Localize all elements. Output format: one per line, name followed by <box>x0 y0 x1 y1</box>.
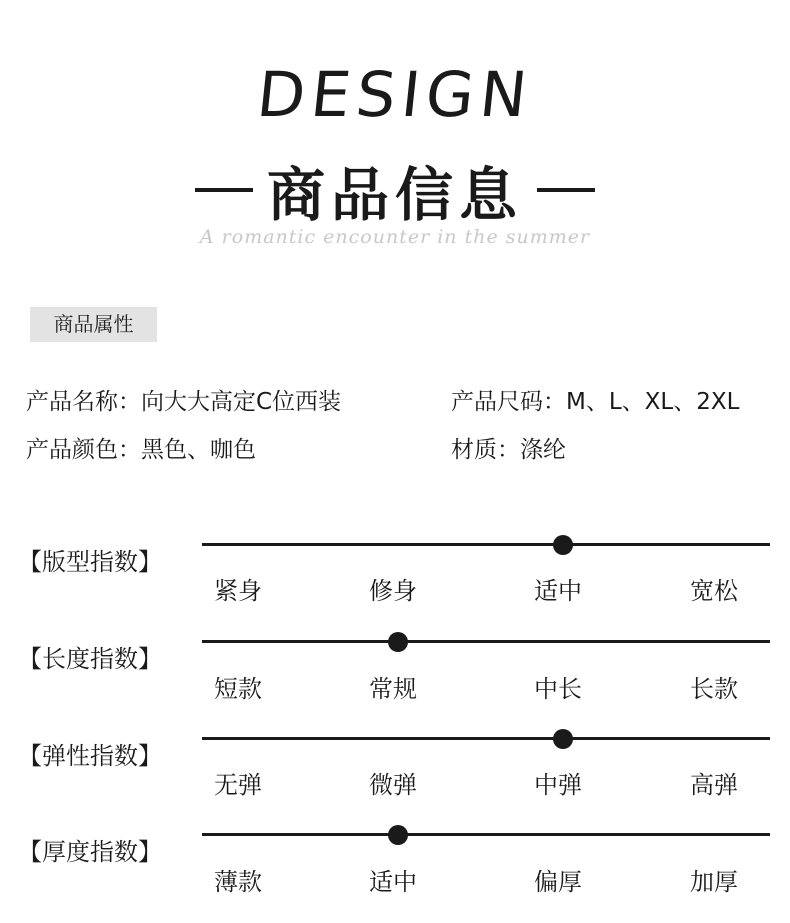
thickness-index-marker <box>388 825 408 845</box>
fit-option: 适中 <box>534 577 582 605</box>
section-header <box>0 148 790 232</box>
right-dash <box>537 188 595 192</box>
length-option: 短款 <box>214 675 262 703</box>
elasticity-option: 中弹 <box>534 771 582 799</box>
thickness-option: 加厚 <box>690 868 738 896</box>
fit-option: 修身 <box>369 577 417 605</box>
page-title: 商品信息 <box>266 161 523 229</box>
thickness-option: 薄款 <box>214 868 262 896</box>
thickness-option: 偏厚 <box>534 868 582 896</box>
product-name: 产品名称：向大大高定C位西装 <box>26 389 342 415</box>
design-heading: DESIGN <box>253 58 537 131</box>
length-option: 常规 <box>369 675 417 703</box>
left-dash <box>195 188 253 192</box>
product-material: 材质：涤纶 <box>451 437 566 463</box>
product-color: 产品颜色：黑色、咖色 <box>26 437 256 463</box>
length-option: 长款 <box>690 675 738 703</box>
thickness-index-label: 【厚度指数】 <box>18 838 162 866</box>
fit-option: 紧身 <box>214 577 262 605</box>
fit-index-label: 【版型指数】 <box>18 548 162 576</box>
elasticity-option: 微弹 <box>369 771 417 799</box>
length-index-marker <box>388 632 408 652</box>
fit-index-marker <box>553 535 573 555</box>
elasticity-index-label: 【弹性指数】 <box>18 742 162 770</box>
fit-option: 宽松 <box>690 577 738 605</box>
attributes-badge: 商品属性 <box>30 307 157 342</box>
length-option: 中长 <box>534 675 582 703</box>
elasticity-index-marker <box>553 729 573 749</box>
elasticity-index-line <box>202 737 770 740</box>
length-index-label: 【长度指数】 <box>18 645 162 673</box>
thickness-option: 适中 <box>369 868 417 896</box>
product-size: 产品尺码：M、L、XL、2XL <box>451 389 740 415</box>
elasticity-option: 无弹 <box>214 771 262 799</box>
fit-index-line <box>202 543 770 546</box>
tagline: A romantic encounter in the summer <box>199 226 591 248</box>
length-index-line <box>202 640 770 643</box>
thickness-index-line <box>202 833 770 836</box>
elasticity-option: 高弹 <box>690 771 738 799</box>
